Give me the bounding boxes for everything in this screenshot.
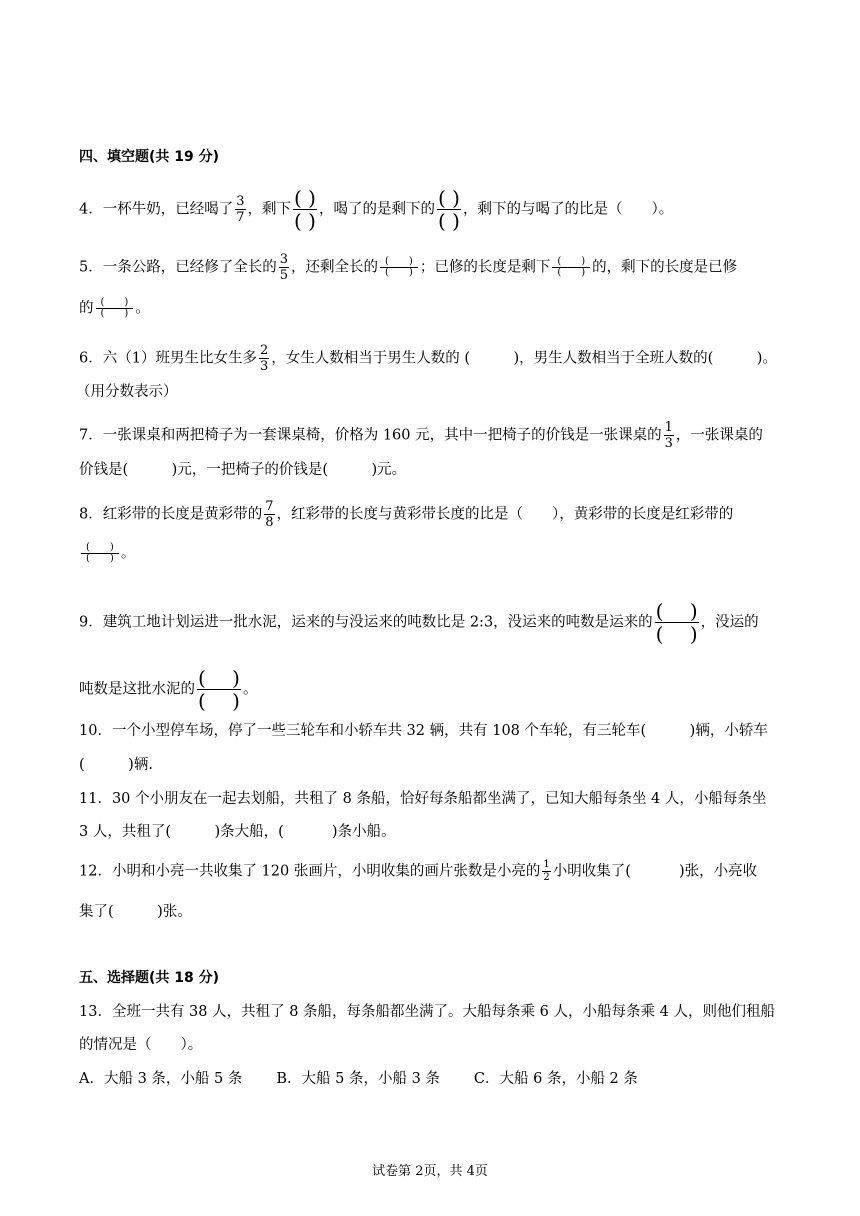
- option-a[interactable]: A．大船 3 条，小船 5 条: [79, 1071, 243, 1087]
- q9-text-b: ，没运的: [700, 614, 759, 631]
- q4-text-a: 4．一杯牛奶，已经喝了: [79, 201, 234, 218]
- question-7-cont: 价钱是( )元，一把椅子的价钱是( )元。: [79, 462, 407, 478]
- question-10-cont: ( )辆.: [79, 757, 153, 773]
- q5-text-d: 的，剩下的长度是已修: [592, 259, 738, 276]
- question-12-cont: 集了( )张。: [79, 904, 192, 920]
- q8-text-a: 8．红彩带的长度是黄彩带的: [79, 506, 263, 523]
- q4-text-b: ，剩下: [247, 201, 292, 218]
- q5-text-c: ；已修的长度是剩下: [419, 259, 551, 276]
- question-8-cont: [79, 543, 800, 564]
- question-9-cont: [79, 668, 800, 711]
- q9-text-d: 。: [242, 681, 258, 698]
- question-13-options: [79, 1069, 800, 1089]
- question-13-cont: 的情况是（ ）。: [79, 1037, 203, 1053]
- q6-text-a: 6．六（1）班男生比女生多: [79, 350, 257, 367]
- question-10: 10．一个小型停车场，停了一些三轮车和小轿车共 32 辆，共有 108 个车轮，有三轮车( )辆，小轿车: [79, 723, 768, 739]
- question-12: [79, 860, 800, 883]
- question-9: [79, 601, 800, 644]
- fraction-1-2: $\frac{1}{2}$: [543, 859, 550, 883]
- question-11: 11．30 个小朋友在一起去划船，共租了 8 条船，恰好每条船都坐满了，已知大船每条坐 4 人，小船每条坐: [79, 791, 767, 807]
- q9-text-c: 吨数是这批水泥的: [79, 681, 195, 698]
- q9-text-a: 9．建筑工地计划运进一批水泥，运来的与没运来的吨数比是 2:3，没运来的吨数是运来的: [79, 614, 653, 631]
- fraction-1-3: $\frac{1}{3}$: [664, 420, 673, 451]
- question-4: [79, 188, 800, 231]
- blank-fraction[interactable]: $\frac{( )}{( )}$: [552, 257, 590, 278]
- q8-text-c: 。: [120, 545, 136, 562]
- q6-note: （用分数表示）: [76, 384, 178, 400]
- fraction-3-7: $\frac{3}{7}$: [236, 194, 245, 225]
- blank-fraction[interactable]: $\frac{( )}{( )}$: [437, 186, 460, 233]
- blank-fraction[interactable]: $\frac{( )}{( )}$: [655, 599, 698, 646]
- question-11-cont: 3 人，共租了( )条大船，( )条小船。: [79, 824, 396, 840]
- blank-fraction[interactable]: $\frac{( )}{( )}$: [380, 257, 418, 278]
- fraction-2-3: $\frac{2}{3}$: [259, 343, 269, 374]
- page-footer: 试卷第 2页，共 4页: [372, 1164, 488, 1179]
- q5-text-b: ，还剩全长的: [291, 259, 379, 276]
- q4-text-c: ，喝了的是剩下的: [318, 201, 435, 218]
- q6-text-b: ，女生人数相当于男生人数的 ( )，男生人数相当于全班人数的( )。: [271, 350, 777, 367]
- q5-text-f: 。: [135, 300, 150, 317]
- blank-fraction[interactable]: $\frac{( )}{( )}$: [96, 298, 134, 319]
- option-c[interactable]: C．大船 6 条，小船 2 条: [473, 1071, 638, 1087]
- q7-text-a: 7．一张课桌和两把椅子为一套课桌椅，价格为 160 元，其中一把椅子的价钱是一张课桌的: [79, 427, 662, 444]
- q8-text-b: ，红彩带的长度与黄彩带长度的比是（ ），黄彩带的长度是红彩带的: [276, 506, 734, 523]
- section-title-fill-in: 四、填空题(共 19 分): [79, 149, 220, 165]
- question-7: [79, 421, 800, 450]
- q7-text-b: ，一张课桌的: [675, 427, 763, 444]
- question-6: [79, 344, 800, 373]
- question-5-cont: [79, 298, 800, 319]
- section-title-choice: 五、选择题(共 18 分): [79, 970, 220, 986]
- blank-fraction[interactable]: $\frac{( )}{( )}$: [81, 543, 119, 564]
- fraction-7-8: $\frac{7}{8}$: [265, 499, 274, 530]
- option-b[interactable]: B．大船 5 条，小船 3 条: [276, 1071, 440, 1087]
- q5-text-e: 的: [79, 300, 94, 317]
- question-5: [79, 253, 800, 282]
- q4-text-d: ，剩下的与喝了的比是（ ）。: [462, 201, 674, 218]
- blank-fraction[interactable]: $\frac{( )}{( )}$: [198, 666, 240, 713]
- q12-text-a: 12．小明和小亮一共收集了 120 张画片，小明收集的画片张数是小亮的: [79, 863, 541, 880]
- q12-text-b: 小明收集了( )张，小亮收: [552, 863, 758, 880]
- question-8: [79, 500, 800, 529]
- question-13: 13．全班一共有 38 人，共租了 8 条船，每条船都坐满了。大船每条乘 6 人，小船每条乘 4 人，则他们租船: [79, 1004, 775, 1020]
- blank-fraction[interactable]: $\frac{( )}{( )}$: [294, 186, 316, 233]
- q5-text-a: 5．一条公路，已经修了全长的: [79, 259, 277, 276]
- fraction-3-5: $\frac{3}{5}$: [279, 252, 289, 283]
